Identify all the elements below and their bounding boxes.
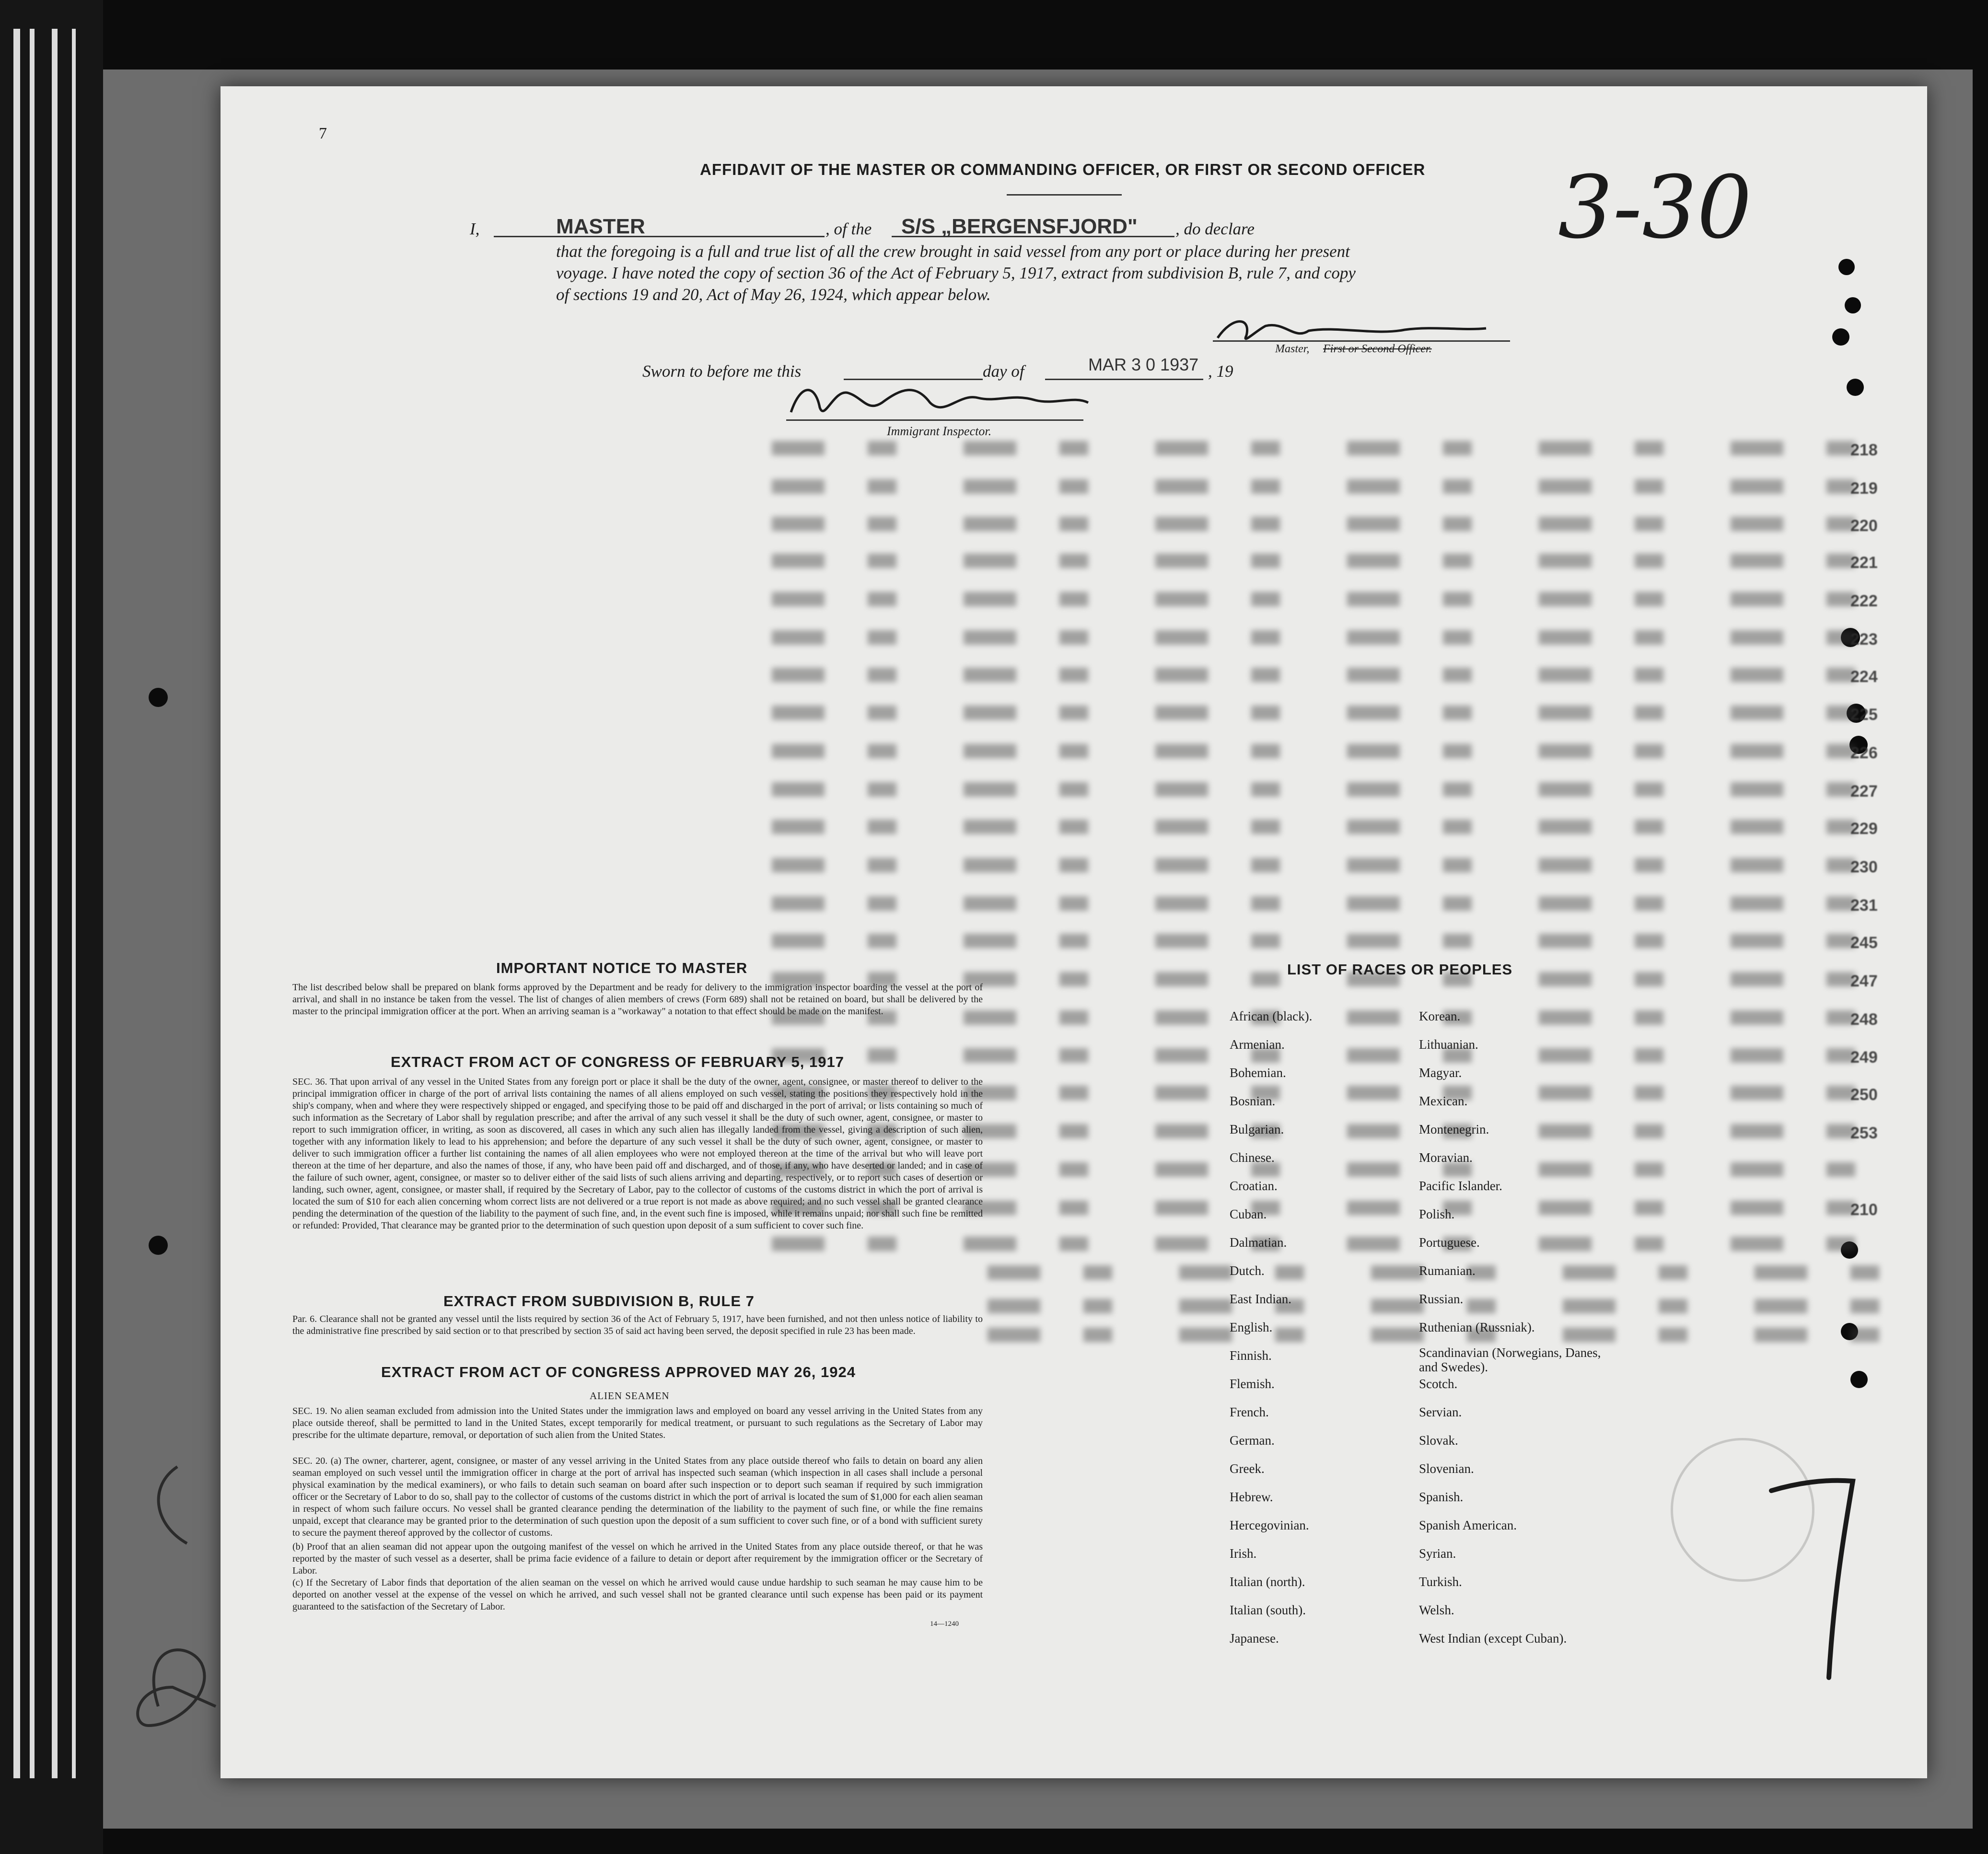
- race-item: Italian (north).: [1230, 1575, 1305, 1589]
- race-item: Chinese.: [1230, 1150, 1275, 1165]
- row-number: 218: [1850, 441, 1878, 459]
- race-item: Welsh.: [1419, 1603, 1454, 1617]
- race-item: Dutch.: [1230, 1263, 1265, 1278]
- race-item: Dalmatian.: [1230, 1235, 1287, 1250]
- race-item: Japanese.: [1230, 1631, 1279, 1645]
- punch-hole: [1850, 1371, 1868, 1388]
- officer-rank: MASTER: [556, 215, 645, 238]
- row-number: 230: [1850, 858, 1878, 876]
- row-number: 223: [1850, 630, 1878, 649]
- sec20c-text: (c) If the Secretary of Labor finds that deportation of the alien seaman on the vessel on which he arrived would cause undue hardship to such seaman he may cause him to be deported on another vessel at the expense of the vessel on which he arrived, and such vessel shall not be granted clearance until such expense has been paid or its payment guaranteed to the satisfaction of the Secretary of Labor.: [292, 1577, 983, 1612]
- corner-mark: 7: [319, 125, 327, 142]
- affidavit-line-3: voyage. I have noted the copy of section 36 of the Act of February 5, 1917, extract from subdivision B, rule 7, and copy: [556, 264, 1356, 282]
- race-item: African (black).: [1230, 1009, 1313, 1023]
- extract-1917-body: SEC. 36. That upon arrival of any vessel in the United States from any foreign port or place it shall be the duty of the owner, agent, consignee, or master thereof to deliver to the principal immigration officer in charge of the port of arrival lists containing the names of all aliens employed on such vessel, stating the positions they respectively hold in the ship's company, when and where they were respectively shipped or engaged, and specifying those to be paid off and discharged in the port of arrival; or lists containing so much of such information as the Secretary of Labor shall by regulation prescribe; and after the arrival of any such vessel it shall be the duty of such owner, agent, consignee, or master to report to such immigration officer, in writing, as soon as discovered, all cases in which any such alien has illegally landed from the vessel, giving a description of such alien, together with any information likely to lead to his apprehension; and before the departure of any such vessel it shall be the duty of such owner, agent, consignee, or master to deliver to such immigration officer a further list containing the names of all alien employees who were not employed thereon at the time of the arrival but who will leave port thereon at the time of her departure, and also the names of those, if any, who have been paid off and discharged, and of those, if any, who have deserted or landed; and in case of the failure of such owner, agent, consignee, or master so to deliver either of the said lists of such aliens arriving and departing, respectively, or to report such cases of desertion or landing, such owner, agent, consignee, or master shall, if required by the Secretary of Labor, pay to the collector of customs of the customs district in which the port of arrival is located the sum of $10 for each alien concerning whom correct lists are not delivered or a true report is not made as above required; and no such vessel shall be granted clearance pending the determination of the question of the liability to the payment of such fine, and, in the event such fine is imposed, while it remains unpaid; nor shall such fine be remitted or refunded: Provided, That clearance may be granted prior to the determination of such question upon deposit of a sum sufficient to cover such fine.: [292, 1077, 983, 1231]
- race-item: East Indian.: [1230, 1292, 1291, 1306]
- form-number: 14—1240: [930, 1620, 959, 1628]
- race-item: Servian.: [1419, 1405, 1462, 1419]
- extract-1924-title: EXTRACT FROM ACT OF CONGRESS APPROVED MAY 26, 1924: [381, 1364, 856, 1380]
- race-item: Scandinavian (Norwegians, Danes, and Swedes).: [1419, 1345, 1601, 1374]
- row-number: 226: [1850, 744, 1878, 762]
- race-item: Polish.: [1419, 1207, 1455, 1221]
- master-label: Master,: [1275, 343, 1310, 355]
- row-number: 227: [1850, 782, 1878, 800]
- race-item: Hercegovinian.: [1230, 1518, 1309, 1532]
- row-number: 222: [1850, 592, 1878, 610]
- inspector-signature: [786, 374, 1093, 427]
- date-stamp: MAR 3 0 1937: [1088, 355, 1199, 374]
- vessel-name: S/S „BERGENSFJORD": [901, 215, 1138, 238]
- bleed-through-row: [772, 630, 1903, 645]
- affidavit-line-2: that the foregoing is a full and true list of all the crew brought in said vessel from any port or place during her present: [556, 242, 1350, 261]
- race-item: Croatian.: [1230, 1179, 1278, 1193]
- bleed-through-row: [772, 668, 1903, 682]
- bleed-through-row: [772, 517, 1903, 531]
- race-item: Scotch.: [1419, 1377, 1458, 1391]
- pencil-stroke-mark: [1762, 1472, 1867, 1687]
- signature-line: [1213, 340, 1510, 342]
- bleed-through-row: [772, 934, 1903, 948]
- race-item: Mexican.: [1419, 1094, 1468, 1108]
- race-item: Russian.: [1419, 1292, 1464, 1306]
- race-item: Pacific Islander.: [1419, 1179, 1502, 1193]
- affidavit-line-4: of sections 19 and 20, Act of May 26, 1924, which appear below.: [556, 285, 991, 304]
- paper-edge: [30, 29, 35, 1778]
- row-number: 253: [1850, 1124, 1878, 1142]
- race-item: Bohemian.: [1230, 1066, 1286, 1080]
- race-item: Spanish American.: [1419, 1518, 1517, 1532]
- bleed-through-row: [772, 554, 1903, 568]
- race-item: Rumanian.: [1419, 1263, 1476, 1278]
- paper-edge: [52, 29, 58, 1778]
- race-item: Slovak.: [1419, 1433, 1458, 1448]
- punch-hole: [1845, 297, 1861, 313]
- race-item: Greek.: [1230, 1461, 1265, 1476]
- paper-edge: [13, 29, 20, 1778]
- race-item: Montenegrin.: [1419, 1122, 1489, 1136]
- affidavit-declare: , do declare: [1175, 220, 1255, 238]
- row-number: 210: [1850, 1201, 1878, 1219]
- bleed-through-row: [772, 820, 1903, 834]
- affidavit-pronoun: I,: [470, 220, 480, 238]
- extract-rule7-body: Par. 6. Clearance shall not be granted any vessel until the lists required by section 36 of the Act of February 5, 1917, have been furnished, and not then unless notice of liability to the administrative fine prescribed by said section or to that prescribed by section 35 of said act having been served, the deposit specified in rule 23 has been made.: [292, 1314, 983, 1336]
- bleed-through-row: [772, 441, 1903, 455]
- race-item: Spanish.: [1419, 1490, 1464, 1504]
- race-item: Syrian.: [1419, 1546, 1456, 1561]
- pencil-scribble: [120, 1438, 264, 1773]
- row-number: 229: [1850, 820, 1878, 838]
- row-number: 231: [1850, 896, 1878, 915]
- punch-hole: [1847, 379, 1864, 396]
- title-rule: [1007, 194, 1122, 196]
- race-item: English.: [1230, 1320, 1273, 1334]
- punch-hole: [149, 688, 168, 707]
- bleed-through-row: [772, 896, 1903, 911]
- punch-hole: [149, 1236, 168, 1255]
- row-number: 221: [1850, 554, 1878, 572]
- race-item: Slovenian.: [1419, 1461, 1474, 1476]
- row-number: 250: [1850, 1086, 1878, 1104]
- bleed-through-row: [772, 706, 1903, 720]
- svg-text:3-30: 3-30: [1558, 158, 1752, 258]
- race-item: Flemish.: [1230, 1377, 1275, 1391]
- signature-line: [786, 419, 1083, 421]
- bleed-through-row: [772, 782, 1903, 797]
- race-item: Irish.: [1230, 1546, 1257, 1561]
- race-item: Bulgarian.: [1230, 1122, 1284, 1136]
- extract-rule7-title: EXTRACT FROM SUBDIVISION B, RULE 7: [443, 1293, 755, 1309]
- row-number: 219: [1850, 479, 1878, 498]
- row-number: 220: [1850, 517, 1878, 535]
- alien-seamen-subtitle: ALIEN SEAMEN: [590, 1390, 670, 1402]
- sworn-label: Sworn to before me this: [642, 362, 802, 381]
- race-item: Korean.: [1419, 1009, 1461, 1023]
- sec19-text: SEC. 19. No alien seaman excluded from admission into the United States under the immigration laws and employed on board any vessel arriving in the United States from any place outside thereof, shall be permitted to land in the United States, except temporarily for medical treatment, or pursuant to such regulations as the Secretary of Labor may prescribe for the ultimate departure, removal, or deportation of such alien from the United States.: [292, 1406, 983, 1440]
- race-item: Moravian.: [1419, 1150, 1473, 1165]
- bleed-through-row: [772, 858, 1903, 872]
- struck-officer-label: First or Second Officer.: [1323, 343, 1432, 355]
- bleed-through-row: [772, 744, 1903, 758]
- notice-body: The list described below shall be prepared on blank forms approved by the Department and be ready for delivery to the immigration inspector boarding the vessel at the port of arrival, and shall in no instance be taken from the vessel. The list of changes of alien members of crews (Form 689) shall not be retained on board, but shall be delivered by the master to the principal immigration officer at the port. When an arriving seaman is a "workaway" a notation to that effect should be made on the manifest.: [292, 982, 983, 1017]
- year-suffix: , 19: [1208, 362, 1233, 381]
- row-number: 248: [1850, 1010, 1878, 1029]
- punch-hole: [1838, 259, 1855, 275]
- race-item: Magyar.: [1419, 1066, 1462, 1080]
- row-number: 245: [1850, 934, 1878, 952]
- row-number: 224: [1850, 668, 1878, 686]
- race-item: Ruthenian (Russniak).: [1419, 1320, 1535, 1334]
- race-item: Cuban.: [1230, 1207, 1267, 1221]
- race-item: Bosnian.: [1230, 1094, 1276, 1108]
- notice-title: IMPORTANT NOTICE TO MASTER: [496, 960, 748, 976]
- day-of-label: day of: [983, 362, 1024, 381]
- race-item: Turkish.: [1419, 1575, 1462, 1589]
- affidavit-of-the: , of the: [825, 220, 872, 238]
- race-item: Lithuanian.: [1419, 1037, 1478, 1052]
- paper-edge: [72, 29, 76, 1778]
- sec20a-text: SEC. 20. (a) The owner, charterer, agent, consignee, or master of any vessel arriving in the United States from any place outside thereof who fails to detain on board any alien seaman employed on such vessel until the immigration officer in charge at the port of arrival has inspected such seaman (which inspection in all cases shall include a personal physical examination by the medical examiners), or who fails to detain such seaman on board after such inspection or to deport such seaman if required by such immigration officer or the Secretary of Labor to do so, shall pay to the collector of customs of the customs district in which the port of arrival is located the sum of $1,000 for each alien seaman in respect of whom such failure occurs. No vessel shall be granted clearance pending the determination of the liability to the payment of such fine, or while the fine remains unpaid, except that clearance may be granted prior to the determination of such question upon the deposit of a sum sufficient to cover such fine, or of a bond with sufficient surety to secure the payment thereof approved by the collector of customs.: [292, 1456, 983, 1538]
- bleed-through-row: [772, 1237, 1903, 1251]
- handwritten-page-number: [1558, 156, 1759, 261]
- punch-hole: [1832, 328, 1849, 346]
- row-number: 247: [1850, 972, 1878, 990]
- document-page: [221, 86, 1927, 1778]
- race-item: Finnish.: [1230, 1348, 1272, 1363]
- race-item: Armenian.: [1230, 1037, 1285, 1052]
- bleed-through-row: [772, 479, 1903, 494]
- races-title: LIST OF RACES OR PEOPLES: [1287, 961, 1513, 978]
- race-item: West Indian (except Cuban).: [1419, 1631, 1567, 1645]
- race-item: Portuguese.: [1419, 1235, 1480, 1250]
- race-item: French.: [1230, 1405, 1269, 1419]
- inspector-label: Immigrant Inspector.: [887, 424, 992, 438]
- row-number: 249: [1850, 1048, 1878, 1066]
- sec20b-text: (b) Proof that an alien seaman did not appear upon the outgoing manifest of the vessel on which he arrived in the United States from any place outside thereof, or that he was reported by the master of such vessel as a deserter, shall be prima facie evidence of a failure to detain or deport after requirement by the immigration officer or the Secretary of Labor.: [292, 1541, 983, 1576]
- bleed-through-row: [772, 592, 1903, 606]
- row-number: 225: [1850, 706, 1878, 724]
- form-title: AFFIDAVIT OF THE MASTER OR COMMANDING OFFICER, OR FIRST OR SECOND OFFICER: [700, 161, 1426, 178]
- fill-line: [494, 236, 825, 237]
- race-item: German.: [1230, 1433, 1275, 1448]
- extract-1917-title: EXTRACT FROM ACT OF CONGRESS OF FEBRUARY 5, 1917: [391, 1054, 844, 1070]
- race-item: Hebrew.: [1230, 1490, 1273, 1504]
- race-item: Italian (south).: [1230, 1603, 1306, 1617]
- bleed-through-row: [772, 1048, 1903, 1063]
